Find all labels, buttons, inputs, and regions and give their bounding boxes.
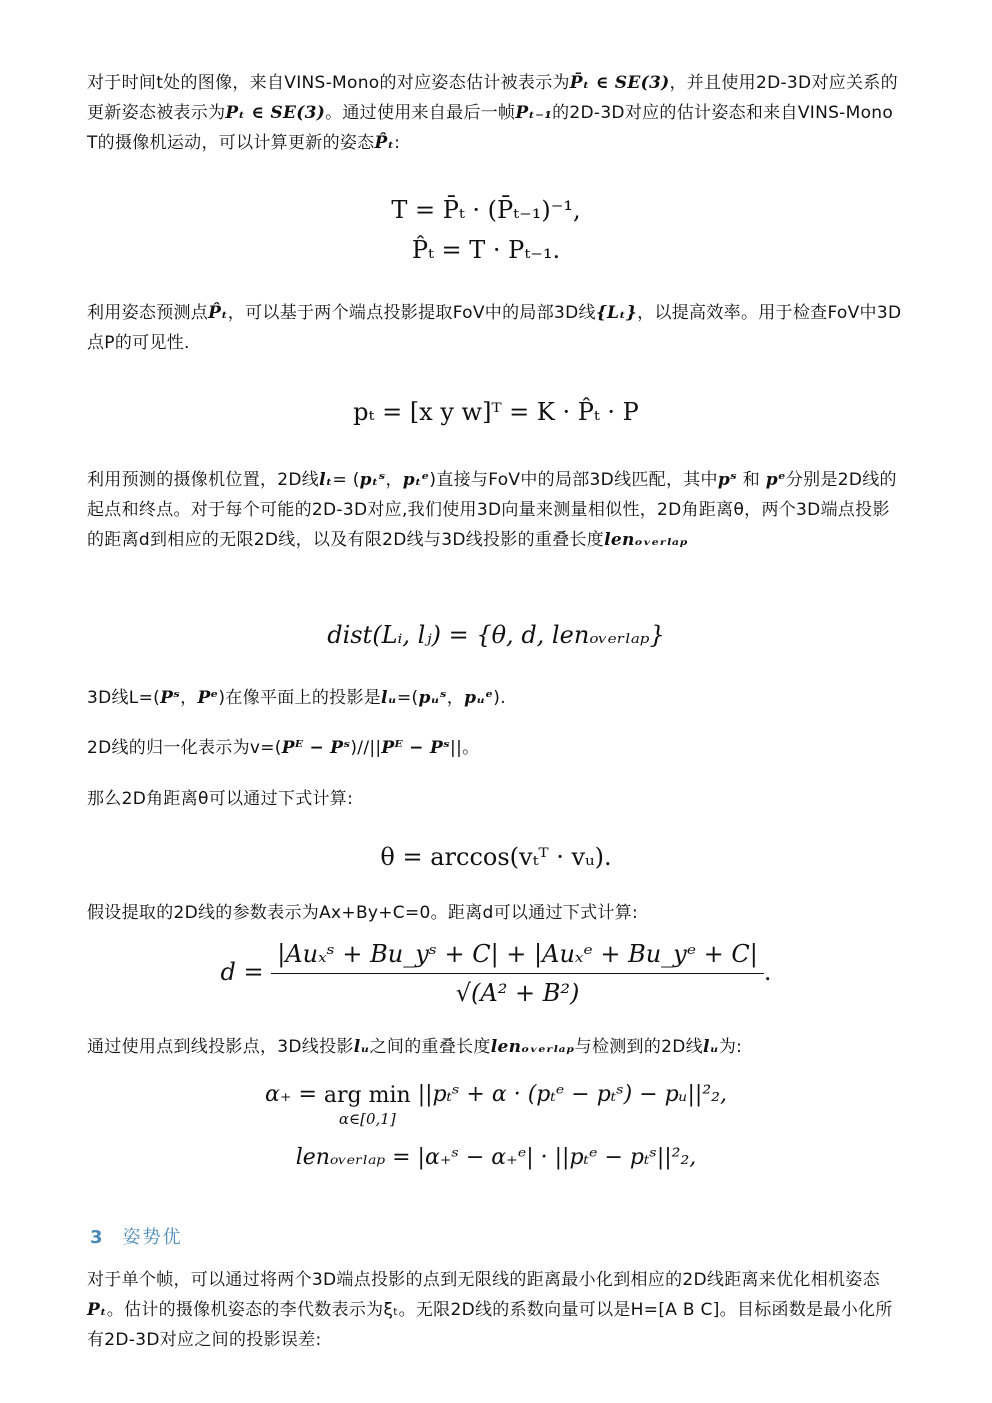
section-heading xyxy=(90,1223,183,1249)
math-inline: lᵤ xyxy=(381,688,397,708)
equation-distance xyxy=(0,935,992,1012)
text: 。通过使用来自最后一帧 xyxy=(325,103,516,123)
math-inline: pₜˢ xyxy=(359,470,386,490)
paragraph-pose-optimization xyxy=(87,1265,907,1355)
equation-rhs: ||pₜˢ + α · (pₜᵉ − pₜˢ) − pᵤ||²₂, xyxy=(410,1082,727,1107)
text: 通过使用点到线投影点，3D线投影 xyxy=(87,1037,354,1057)
paragraph-fov-lines xyxy=(87,298,907,358)
equation-lhs: α₊ = xyxy=(265,1082,324,1107)
text: ， xyxy=(385,470,403,490)
text: 与检测到的2D线 xyxy=(574,1037,703,1057)
math-inline: lenₒᵥₑᵣₗₐₚ xyxy=(490,1037,575,1057)
text: ，并且使用2D-3D对应关系的更新姿态被表示为 xyxy=(87,73,898,123)
math-inline: P̄ₜ ∈ SE(3) xyxy=(569,73,670,93)
equation-pose-update xyxy=(0,190,992,270)
text: =( xyxy=(396,688,419,708)
equation-line: P̂ₜ = T · Pₜ₋₁. xyxy=(411,236,561,264)
text: 的2D-3D对应的估计姿态和来自VINS-Mono T的摄像机运动，可以计算更新的姿态 xyxy=(87,103,894,153)
text: 利用预测的摄像机位置，2D线 xyxy=(87,470,320,490)
text: : xyxy=(394,133,401,153)
text: ||。 xyxy=(450,738,480,758)
equation-theta xyxy=(0,837,992,877)
text: 利用姿态预测点 xyxy=(87,303,209,323)
equation-overlap xyxy=(0,1082,992,1178)
equation-line: θ = arccos(vₜᵀ · vᵤ). xyxy=(380,843,612,871)
section-number: 3 xyxy=(90,1227,105,1248)
math-inline: pᵤᵉ xyxy=(464,688,494,708)
text: 2D线的归一化表示为v=( xyxy=(87,738,282,758)
math-inline: P̂ₜ xyxy=(208,303,228,323)
text: ， xyxy=(180,688,198,708)
text: 为: xyxy=(718,1037,743,1057)
math-inline: pₜᵉ xyxy=(402,470,430,490)
paragraph-overlap-intro xyxy=(87,1032,907,1062)
argmin-label: arg min xyxy=(323,1083,411,1108)
math-inline: {Lₜ} xyxy=(595,303,638,323)
math-inline: lᵤ xyxy=(702,1037,719,1057)
fraction-denominator: √(A² + B²) xyxy=(455,979,580,1007)
math-inline: lᵤ xyxy=(353,1037,370,1057)
equation-line: T = P̄ₜ · (P̄ₜ₋₁)⁻¹, xyxy=(391,196,581,224)
math-inline: Pₜ ∈ SE(3) xyxy=(225,103,326,123)
text: ， xyxy=(446,688,465,708)
section-title: 姿势优 xyxy=(122,1227,183,1248)
text: 和 xyxy=(737,470,766,490)
equation-line: lenₒᵥₑᵣₗₐₚ = |α₊ˢ − α₊ᵉ| · ||pₜᵉ − pₜˢ||²₂, xyxy=(295,1145,697,1170)
math-inline: Pᴱ − Pˢ xyxy=(381,738,451,758)
paragraph-line-matching xyxy=(87,465,907,555)
math-inline: lenₒᵥₑᵣₗₐₚ xyxy=(604,530,689,550)
equation-tail: . xyxy=(763,958,772,986)
text: ，可以基于两个端点投影提取FoV中的局部3D线 xyxy=(227,303,596,323)
math-inline: Pˢ xyxy=(160,688,181,708)
text: 。估计的摄像机姿态的李代数表示为ξₜ。无限2D线的系数向量可以是H=[A B C]。目标函数是最小化所有2D-3D对应之间的投影误差: xyxy=(87,1300,893,1350)
text: 对于时间t处的图像，来自VINS-Mono的对应姿态估计被表示为 xyxy=(87,73,570,93)
equation-line xyxy=(0,1082,992,1138)
text: 那么2D角距离θ可以通过下式计算: xyxy=(87,789,354,809)
text: )直接与FoV中的局部3D线匹配，其中 xyxy=(429,470,718,490)
text: 分别是2D线的起点和终点。对于每个可能的2D-3D对应,我们使用3D向量来测量相似性，2D角距离θ，两个3D端点投影的距离d到相应的无限2D线，以及有限2D线与3D线投影的重叠长度 xyxy=(87,470,897,550)
equation-line: dist(Lᵢ, lⱼ) = {θ, d, lenₒᵥₑᵣₗₐₚ} xyxy=(327,621,665,649)
paragraph-angle-intro xyxy=(87,784,907,814)
argmin-subscript: α∈[0,1] xyxy=(338,1110,396,1128)
text: ，以提高效率。用于检查FoV中3D点P的可见性. xyxy=(87,303,902,353)
text: ). xyxy=(493,688,506,708)
text: )//|| xyxy=(350,738,382,758)
fraction-numerator: |Auₓˢ + Bu_yˢ + C| + |Auₓᵉ + Bu_yᵉ + C| xyxy=(271,935,764,974)
text: 之间的重叠长度 xyxy=(369,1037,491,1057)
text: 3D线L=( xyxy=(87,688,161,708)
paragraph-distance-intro xyxy=(87,898,907,928)
text: 假设提取的2D线的参数表示为Ax+By+C=0。距离d可以通过下式计算: xyxy=(87,903,639,923)
paragraph-pose-estimate xyxy=(87,68,907,158)
argmin-operator xyxy=(324,1082,411,1128)
math-inline: Pᵉ xyxy=(197,688,219,708)
math-inline: P̂ₜ xyxy=(374,133,395,153)
fraction xyxy=(271,935,764,1012)
equation-line: pₜ = [x y w]ᵀ = K · P̂ₜ · P xyxy=(353,398,639,426)
equation-dist xyxy=(0,615,992,655)
paragraph-3d-line-projection xyxy=(87,683,907,713)
math-inline: Pₜ xyxy=(87,1300,107,1320)
text: = ( xyxy=(332,470,360,490)
equation-lhs: d = xyxy=(220,958,264,986)
equation-projection xyxy=(0,392,992,432)
math-inline: pˢ xyxy=(717,470,738,490)
math-inline: lₜ xyxy=(319,470,333,490)
text: 对于单个帧，可以通过将两个3D端点投影的点到无限线的距离最小化到相应的2D线距离来优化相机姿态 xyxy=(87,1270,880,1290)
math-inline: pᵤˢ xyxy=(418,688,447,708)
math-inline: pᵉ xyxy=(765,470,786,490)
math-inline: Pₜ₋₁ xyxy=(515,103,553,123)
math-inline: Pᴱ − Pˢ xyxy=(281,738,351,758)
paragraph-normalized-line xyxy=(87,733,907,763)
text: )在像平面上的投影是 xyxy=(218,688,382,708)
